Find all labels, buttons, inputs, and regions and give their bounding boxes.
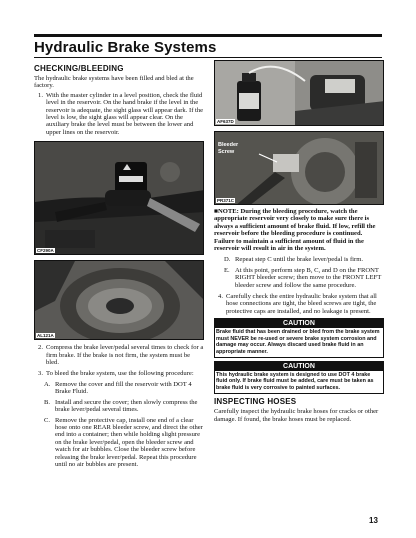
- photo-brake-fluid: [214, 60, 384, 126]
- photo-bleeder-screw: [214, 131, 384, 205]
- page-title: Hydraulic Brake Systems: [34, 39, 217, 56]
- step-text: Remove the protective cap, install one end of a clear hose onto one REAR bleeder screw, and direct the other end into a container; then while holding slight pressure on the brake lever/pedal, open the bleeder screw and watch for air bubbles. Close the bleeder screw before releasing the brake lever/pedal. Repeat this procedure until no air bubbles are present.: [55, 416, 203, 468]
- header-rule: [34, 57, 382, 58]
- step-number: 1.: [38, 91, 43, 99]
- bleeder-screw-label: Bleeder Screw: [218, 142, 239, 155]
- inspecting-hoses-text: Carefully inspect the hydraulic brake hoses for cracks or other damage. If found, the brake hoses must be replaced.: [214, 408, 379, 423]
- reservoir-illustration: [35, 261, 204, 340]
- photo-code: CF290A: [37, 248, 54, 254]
- step-1: [34, 92, 204, 136]
- step-text: Compress the brake lever/pedal several times to check for a firm brake. If the brake is not firm, the system must be bled.: [46, 344, 204, 367]
- intro-paragraph: The hydraulic brake systems have been filled and bled at the factory.: [34, 75, 194, 90]
- note-bullet-icon: ■: [214, 208, 218, 215]
- photo-code: AL121A: [37, 333, 54, 339]
- step-number: 3.: [38, 370, 43, 378]
- right-column: [214, 60, 384, 423]
- brake-fluid-illustration: [215, 61, 384, 126]
- step-c: [34, 417, 204, 469]
- checking-heading: CHECKING/BLEEDING: [34, 64, 124, 73]
- step-letter: D.: [224, 256, 231, 264]
- caution-text: This hydraulic brake system is designed to use DOT 4 brake fluid only. If brake fluid must be added, care must be taken as brake fluid is very corrosive to painted surfaces.: [216, 371, 374, 391]
- photo-code: PR371C: [217, 198, 235, 203]
- photo-code: AF637D: [217, 119, 234, 124]
- header-bar: [34, 34, 382, 37]
- step-letter: C.: [44, 416, 51, 424]
- step-text: Remove the cover and fill the reservoir with DOT 4 Brake Fluid.: [55, 380, 192, 396]
- step-number: 4.: [218, 293, 223, 301]
- master-cylinder-illustration: [35, 142, 204, 255]
- step-text: Repeat step C until the brake lever/pedal is firm.: [235, 256, 363, 264]
- step-d: [214, 256, 384, 263]
- step-letter: E.: [224, 266, 230, 274]
- inspecting-hoses-heading: INSPECTING HOSES: [214, 397, 297, 407]
- note-text: NOTE: During the bleeding procedure, watch the appropriate reservoir very closely to make sure there is always a sufficient amount of brake fluid. If low, refill the reservoir before the bleeding procedure is continued. Failure to maintain a sufficient amount of fluid in the reservoir will result in air in the system.: [214, 208, 376, 253]
- bleeding-note: [214, 208, 384, 252]
- step-b: [34, 399, 204, 414]
- step-2: [34, 344, 204, 366]
- step-text: At this point, perform step B, C, and D on the FRONT RIGHT bleeder screw; then move to the FRONT LEFT bleeder screw and follow the same procedure.: [235, 266, 382, 289]
- page-number: 13: [369, 516, 378, 525]
- step-3: [34, 370, 204, 377]
- step-letter: B.: [44, 398, 51, 406]
- photo-master-cylinder: [34, 141, 204, 255]
- left-column: [34, 60, 204, 468]
- step-e: [214, 267, 384, 289]
- step-a: [34, 381, 204, 396]
- caution-box-dot4: [214, 361, 384, 394]
- step-text: Install and secure the cover; then slowly compress the brake lever/pedal several times.: [55, 398, 198, 414]
- step-number: 2.: [38, 344, 43, 352]
- photo-reservoir: [34, 260, 204, 340]
- caution-box-reuse: [214, 318, 384, 358]
- step-text: With the master cylinder in a level position, check the fluid level in the reservoir. On the hand brake if the level in the reservoir is adequate, the sight glass will appear dark. If the level is low, the sight glass will appear clear. On the auxiliary brake the level must be between the lower and upper lines on the reservoir.: [46, 91, 204, 136]
- caution-text: Brake fluid that has been drained or bled from the brake system must NEVER be re-used or severe brake system corrosion and damage may occur. Always discard used brake fluid in an appropriate manner.: [216, 329, 380, 355]
- caution-title: CAUTION: [215, 362, 383, 371]
- step-text: To bleed the brake system, use the following procedure:: [46, 370, 194, 378]
- step-text: Carefully check the entire hydraulic brake system that all hose connections are tight, the bleed screws are tight, the protective caps are installed, and no leakage is present.: [226, 293, 377, 315]
- step-4: [214, 293, 384, 315]
- caution-title: CAUTION: [215, 319, 383, 328]
- step-letter: A.: [44, 380, 51, 388]
